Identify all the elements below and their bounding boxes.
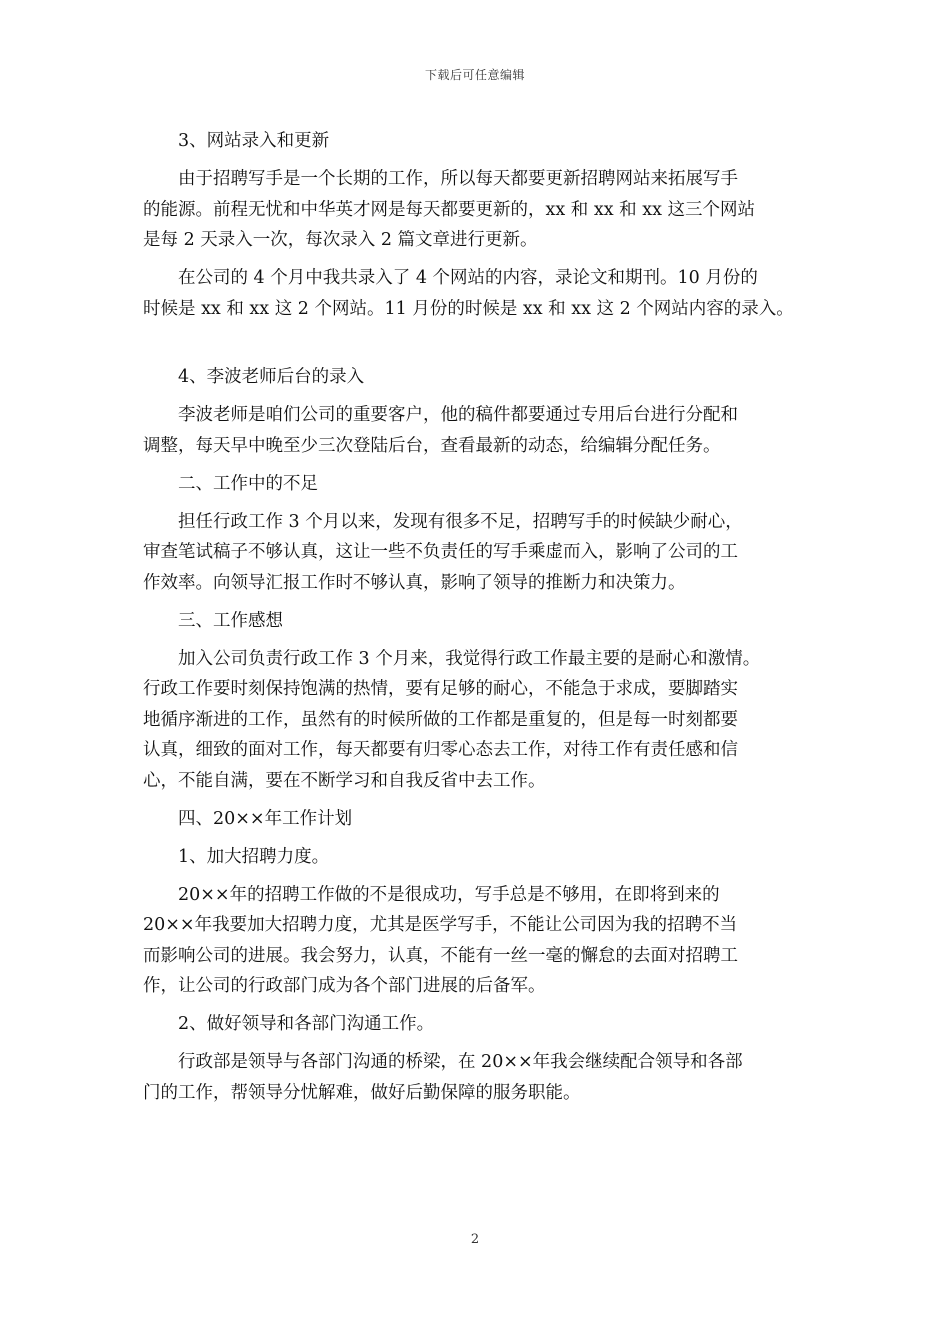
section-heading-reflections bbox=[143, 606, 811, 637]
section-heading-backend-entry bbox=[143, 362, 811, 393]
text-line: 20××年的招聘工作做的不是很成功，写手总是不够用，在即将到来的 bbox=[178, 884, 720, 905]
page-header: 下载后可任意编辑 bbox=[424, 68, 525, 82]
text-line: 心，不能自满，要在不断学习和自我反省中去工作。 bbox=[143, 770, 546, 791]
text-line: 由于招聘写手是一个长期的工作，所以每天都要更新招聘网站来拓展写手 bbox=[178, 169, 738, 189]
text-line: 1、加大招聘力度。 bbox=[178, 846, 330, 867]
text-line: 的能源。前程无忧和中华英才网是每天都要更新的，xx 和 xx 和 xx 这三个网站 bbox=[143, 199, 756, 220]
text-line: 2、做好领导和各部门沟通工作。 bbox=[178, 1014, 435, 1034]
text-line: 作效率。向领导汇报工作时不够认真，影响了领导的推断力和决策力。 bbox=[143, 572, 686, 593]
text-line: 认真，细致的面对工作，每天都要有归零心态去工作，对待工作有责任感和信 bbox=[143, 740, 738, 760]
text-line: 加入公司负责行政工作 3 个月来，我觉得行政工作最主要的是耐心和激情。 bbox=[178, 648, 761, 669]
text-line: 作，让公司的行政部门成为各个部门进展的后备军。 bbox=[143, 976, 546, 996]
text-line: 审查笔试稿子不够认真，这让一些不负责任的写手乘虚而入，影响了公司的工 bbox=[143, 542, 738, 562]
paragraph-communication bbox=[143, 1047, 811, 1108]
paragraph-website-updates bbox=[143, 164, 811, 256]
text-line: 二、工作中的不足 bbox=[178, 473, 318, 494]
paragraph-client-backend bbox=[143, 400, 811, 461]
page-number: 2 bbox=[470, 1232, 480, 1247]
text-line: 门的工作，帮领导分忧解难，做好后勤保障的服务职能。 bbox=[143, 1082, 581, 1103]
text-line: 行政部是领导与各部门沟通的桥梁，在 20××年我会继续配合领导和各部 bbox=[178, 1052, 743, 1072]
paragraph-monthly-entry bbox=[143, 263, 811, 324]
text-line: 3、网站录入和更新 bbox=[178, 131, 330, 151]
text-line: 时候是 xx 和 xx 这 2 个网站。11 月份的时候是 xx 和 xx 这 2 个网站内容的录入。 bbox=[143, 298, 794, 319]
text-line: 三、工作感想 bbox=[178, 610, 283, 631]
text-line: 在公司的 4 个月中我共录入了 4 个网站的内容，录论文和期刊。10 月份的 bbox=[178, 268, 758, 288]
text-line: 地循序渐进的工作，虽然有的时候所做的工作都是重复的，但是每一时刻都要 bbox=[143, 709, 738, 730]
paragraph-reflections bbox=[143, 644, 811, 797]
section-heading-website-entry bbox=[143, 126, 811, 157]
subheading-recruitment bbox=[143, 842, 811, 873]
section-heading-work-plan bbox=[143, 804, 811, 835]
text-line: 是每 2 天录入一次，每次录入 2 篇文章进行更新。 bbox=[143, 230, 538, 250]
text-line: 李波老师是咱们公司的重要客户，他的稿件都要通过专用后台进行分配和 bbox=[178, 405, 738, 425]
paragraph-recruitment bbox=[143, 880, 811, 1002]
text-line: 行政工作要时刻保持饱满的热情，要有足够的耐心，不能急于求成，要脚踏实 bbox=[143, 679, 738, 699]
document-body bbox=[143, 126, 811, 1116]
subheading-communication bbox=[143, 1009, 811, 1040]
text-line: 调整，每天早中晚至少三次登陆后台，查看最新的动态，给编辑分配任务。 bbox=[143, 435, 721, 456]
text-line: 4、李波老师后台的录入 bbox=[178, 367, 365, 387]
text-line: 四、20××年工作计划 bbox=[178, 808, 353, 829]
text-line: 20××年我要加大招聘力度，尤其是医学写手，不能让公司因为我的招聘不当 bbox=[143, 915, 738, 935]
text-line: 担任行政工作 3 个月以来，发现有很多不足，招聘写手的时候缺少耐心， bbox=[178, 511, 743, 532]
section-heading-shortcomings bbox=[143, 469, 811, 500]
paragraph-shortcomings bbox=[143, 507, 811, 599]
text-line: 而影响公司的进展。我会努力，认真，不能有一丝一毫的懈怠的去面对招聘工 bbox=[143, 945, 738, 966]
